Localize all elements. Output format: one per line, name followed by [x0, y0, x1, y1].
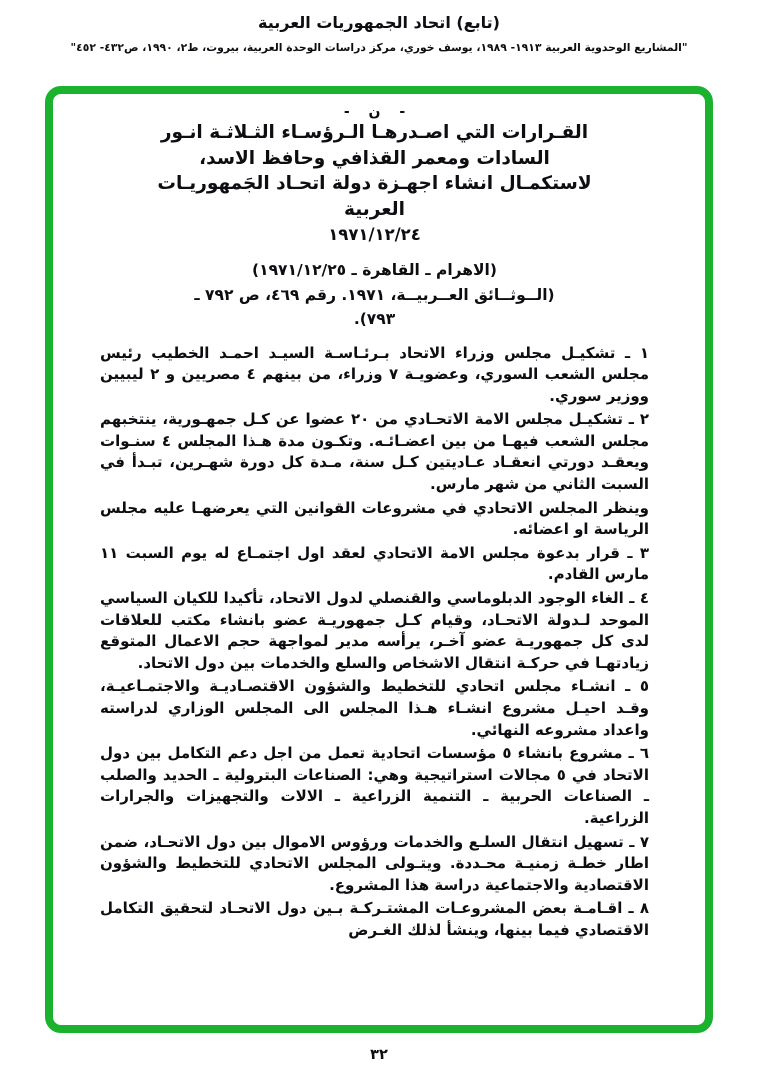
document-title-line: العربية	[344, 198, 405, 220]
body-paragraph: ٦ ـ مشروع بانشاء ٥ مؤسسات اتحادية تعمل من اجل دعم التكامل بين دول الاتحاد في ٥ مجالات استراتيجية وهي: الصناعات البترولية ـ الحديد والصلب ـ الصناعات الحربية ـ التنمية الزراعية ـ الالات والتجهيزات والجرارات الزراعية.	[100, 744, 649, 827]
reference-line: (الــوثــائق العــربيــة، ١٩٧١. رقم ٤٦٩، ص ٧٩٢ ـ	[194, 285, 555, 304]
document-title-line: لاستكمـال انشاء اجهـزة دولة اتحـاد الجَمهوريـات	[157, 173, 592, 194]
reference-citation-block	[100, 258, 649, 332]
page-header-source-citation: "المشاريع الوحدوية العربية ١٩١٣- ١٩٨٩، يوسف خوري، مركز دراسات الوحدة العربية، بيروت، ط٢، ١٩٩٠، ص٤٣٢- ٤٥٢"	[70, 41, 688, 54]
body-paragraph: ٥ ـ انشـاء مجلس اتحادي للتخطيط والشؤون الاقتصـاديـة والاجتمـاعيـة، وقـد احيـل مشروع انشـاء هـذا المجلس الى المجلس الوزاري لدراسته واعداد مشروعه النهائي.	[100, 677, 649, 739]
body-paragraph: ١ ـ تشكيـل مجلس وزراء الاتحاد بـرئـاسـة السيـد احمـد الخطيب رئيس مجلس الشعب السوري، وعضويـة ٧ وزراء، من بينهم ٤ مصريين و ٢ ليبيين ووزير سوري.	[100, 343, 649, 405]
body-paragraph: ٢ ـ تشكيـل مجلس الامة الاتحـادي من ٢٠ عضوا عن كـل جمهـورية، ينتخبهم مجلس الشعب فيهـا من بين اعضـائـه. وتكـون مدة هـذا المجلس ٤ سنـوات ويعقـد دورتي انعقـاد عـاديتين كـل سنة، مـدة كل دورة شهـرين، تبـدأ في السبت الثاني من شهر مارس.	[100, 410, 650, 494]
body-paragraph: وينظر المجلس الاتحادي في مشروعات القوانين التي يعرضهـا عليه مجلس الرياسة او اعضائه.	[100, 498, 649, 539]
document-body	[100, 343, 649, 942]
page-header-title: (تابع) اتحاد الجمهوريات العربية	[258, 13, 500, 32]
body-paragraph: ٤ ـ الغاء الوجود الدبلوماسي والقنصلي لدول الاتحاد، تأكيدا للكيان السياسي الموحد لـدولة الاتحـاد، وقيام كـل جمهوريـة عضو بانشاء مكتب للعلاقات لدى كل جمهوريـة عضو آخـر، يرأسه مدير لمواجهة حجم الاعمال المتوقع زيادتهـا في حركـة انتقال الاشخاص والسلع والخدمات بين دول الاتحاد.	[100, 589, 649, 672]
document-frame	[45, 86, 713, 1033]
page-header	[0, 0, 758, 54]
document-title-block	[100, 104, 649, 247]
document-title-line: السادات ومعمر القذافي وحافظ الاسد،	[199, 147, 550, 169]
body-paragraph: ٨ ـ اقـامـة بعض المشروعـات المشتـركـة بـين دول الاتحـاد لتحقيق التكامل الاقتصادي فيما بينها، وينشأ لذلك الغـرض	[100, 899, 649, 939]
section-marker: - ن -	[343, 104, 406, 120]
reference-line: (الاهرام ـ القاهرة ـ ١٩٧١/١٢/٢٥)	[252, 261, 497, 279]
body-paragraph: ٣ ـ قرار بدعوة مجلس الامة الاتحادي لعقد اول اجتمـاع له يوم السبت ١١ مارس القادم.	[100, 543, 649, 584]
document-title-line: القـرارات التي اصـدرهـا الـرؤسـاء الثـلاثـة انـور	[160, 122, 589, 143]
document-date: ١٩٧١/١٢/٢٤	[328, 225, 421, 244]
body-paragraph: ٧ ـ تسهيل انتقال السلـع والخدمات ورؤوس الاموال بين دول الاتحـاد، ضمن اطار خطـة زمنيـة محـددة. ويتـولى المجلس الاتحادي للتخطيط والشؤون الاقتصادية والاجتماعية دراسة هذا المشروع.	[100, 832, 649, 894]
page-number: ٣٢	[370, 1047, 388, 1063]
reference-line: ٧٩٣).	[353, 310, 396, 328]
